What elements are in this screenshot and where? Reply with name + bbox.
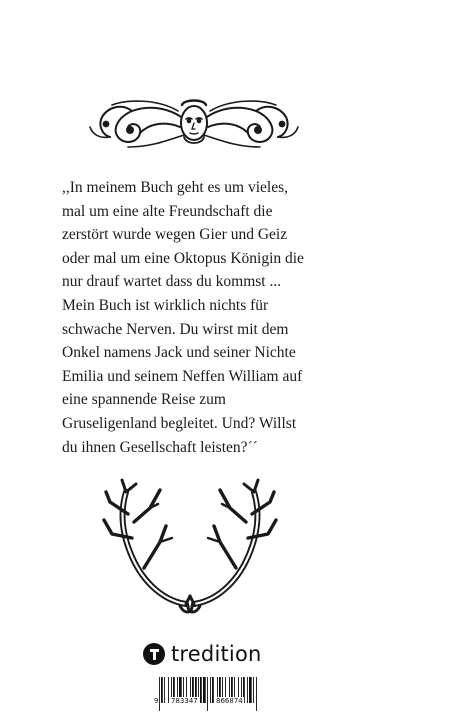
blurb-line: Mein Buch ist wirklich nichts für [62, 296, 269, 314]
barcode-bar [253, 677, 254, 703]
face-icon [181, 101, 207, 144]
barcode-group-2: 866874 [216, 697, 243, 705]
barcode-bar [247, 677, 248, 703]
barcode-bar [168, 677, 169, 703]
left-antler-icon [104, 480, 192, 612]
barcode-bar [249, 677, 252, 703]
blurb-line: Gruseligenland begleitet. Und? Willst [62, 414, 297, 432]
barcode-prefix: 9 [154, 697, 159, 705]
blurb-line: mal um eine alte Freundschaft die [62, 202, 273, 220]
blurb-line: oder mal um eine Oktopus Königin die [62, 249, 304, 267]
antlers-ornament [100, 478, 280, 628]
blurb-line: ,,In meinem Buch geht es um vieles, [62, 179, 288, 196]
barcode-bar [200, 677, 202, 703]
publisher-logo [143, 640, 262, 668]
right-antler-icon [188, 480, 276, 612]
barcode-bar [210, 677, 211, 703]
barcode-bar [256, 677, 257, 711]
blurb-line: Onkel namens Jack und seiner Nichte [62, 344, 296, 362]
blurb-line: eine spannende Reise zum [62, 391, 226, 409]
publisher-name: tredition [171, 642, 262, 666]
scroll-ornament [88, 97, 300, 152]
barcode-bar [212, 677, 214, 703]
blurb-line: Emilia und seinem Neffen William auf [62, 367, 303, 385]
tredition-logo-icon [143, 643, 165, 665]
blurb-line: nur drauf wartet dass du kommst ... [62, 273, 282, 291]
blurb-line: du ihnen Gesellschaft leisten?´´ [62, 438, 258, 456]
barcode-bar [207, 677, 208, 711]
blurb-line: zerstört wurde wegen Gier und Geiz [62, 226, 288, 244]
barcode-bar [161, 677, 163, 703]
back-cover-blurb [62, 176, 362, 459]
barcode-group-1: 783347 [171, 697, 198, 705]
barcode-bar [164, 677, 165, 703]
barcode-bar [203, 677, 206, 703]
blurb-line: schwache Nerven. Du wirst mit dem [62, 320, 289, 338]
